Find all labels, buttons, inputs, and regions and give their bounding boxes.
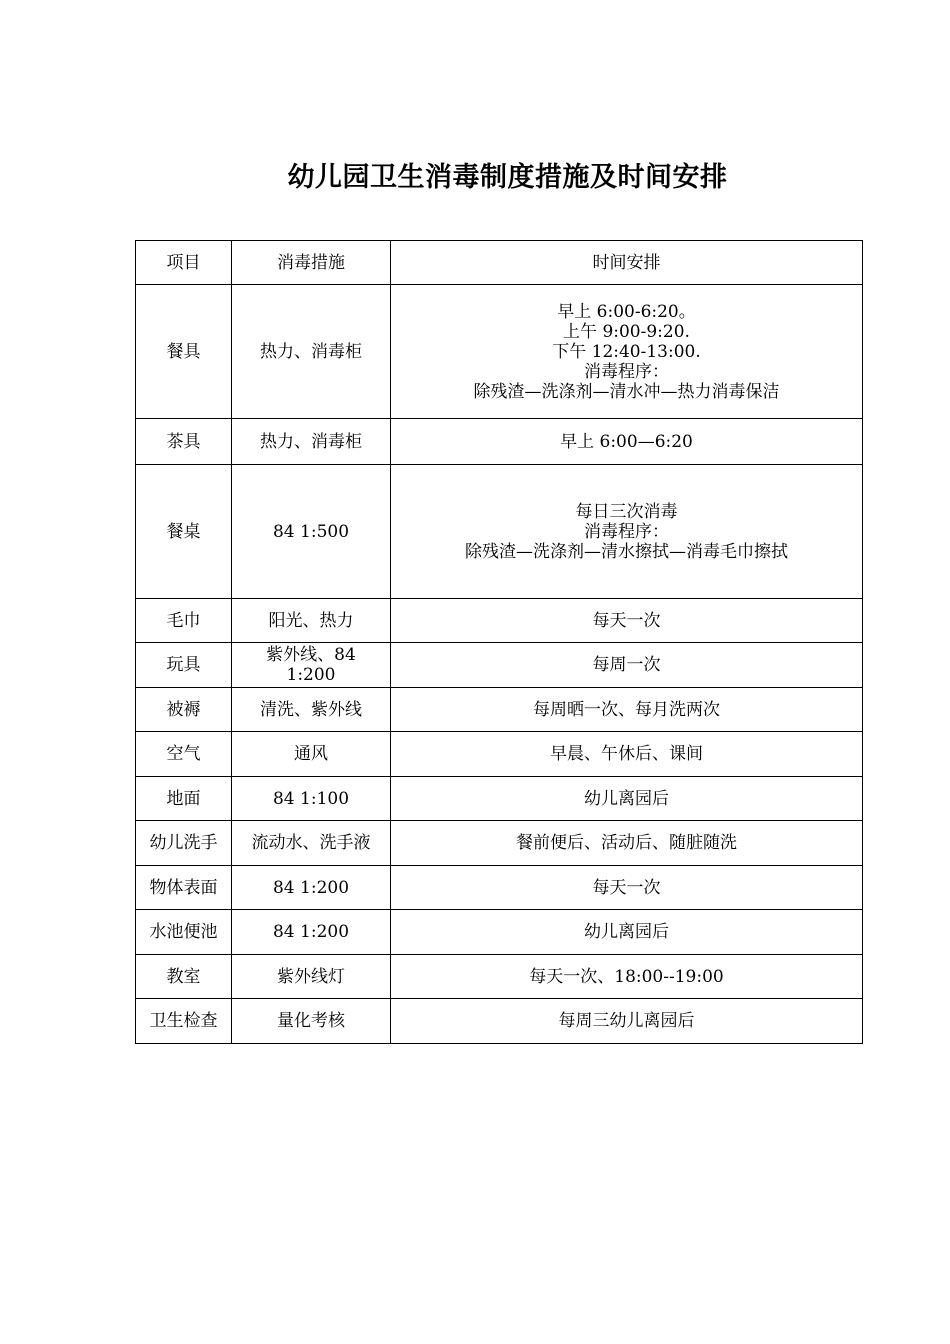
measure-line: 量化考核: [277, 1011, 345, 1031]
schedule-cell: [391, 955, 863, 999]
item-cell: 餐桌: [136, 465, 232, 599]
schedule-cell: [391, 777, 863, 821]
schedule-line: 早上 6:00-6:20。: [557, 301, 696, 322]
header-measure: 消毒措施: [232, 241, 391, 285]
measure-cell: [232, 821, 391, 866]
measure-line: 84 1:200: [272, 877, 350, 898]
schedule-line: 早晨、午休后、课间: [550, 744, 703, 764]
measure-cell: [232, 777, 391, 821]
measure-line: 1:200: [286, 665, 336, 685]
measure-cell: [232, 999, 391, 1044]
measure-cell: [232, 643, 391, 688]
schedule-line: 消毒程序：: [584, 521, 669, 542]
schedule-cell: [391, 866, 863, 910]
measure-line: 热力、消毒柜: [260, 431, 362, 452]
item-cell: 教室: [136, 955, 232, 999]
item-cell: 水池便池: [136, 910, 232, 955]
table-row: [136, 910, 863, 955]
measure-cell: [232, 688, 391, 732]
schedule-cell: [391, 599, 863, 643]
measure-line: 紫外线灯: [277, 966, 345, 987]
document-title: 幼儿园卫生消毒制度措施及时间安排: [287, 162, 728, 193]
schedule-line: 除残渣—洗涤剂—清水冲—热力消毒保洁: [473, 381, 780, 402]
item-cell: 幼儿洗手: [136, 821, 232, 866]
schedule-line: 每天一次: [592, 610, 661, 631]
measure-line: 84 1:200: [272, 922, 350, 942]
measure-cell: [232, 285, 391, 419]
item-cell: 茶具: [136, 419, 232, 465]
item-cell: 被褥: [136, 688, 232, 732]
measure-line: 阳光、热力: [268, 610, 354, 631]
table-row: [136, 821, 863, 866]
item-cell: 空气: [136, 732, 232, 777]
header-item: 项目: [136, 241, 232, 285]
table-row: [136, 465, 863, 599]
table-row: [136, 285, 863, 419]
schedule-cell: [391, 821, 863, 866]
measure-cell: [232, 910, 391, 955]
disinfection-schedule-table: [135, 240, 863, 1044]
schedule-line: 每周晒一次、每月洗两次: [533, 699, 720, 720]
schedule-cell: [391, 910, 863, 955]
item-cell: 玩具: [136, 643, 232, 688]
measure-line: 紫外线、84: [266, 645, 356, 665]
measure-line: 流动水、洗手液: [251, 833, 371, 853]
item-cell: 地面: [136, 777, 232, 821]
schedule-cell: [391, 285, 863, 419]
schedule-line: 每日三次消毒: [575, 501, 678, 522]
schedule-line: 上午 9:00-9:20.: [563, 321, 690, 342]
measure-cell: [232, 599, 391, 643]
schedule-line: 每周三幼儿离园后: [558, 1011, 695, 1031]
item-cell: 物体表面: [136, 866, 232, 910]
measure-cell: [232, 866, 391, 910]
schedule-cell: [391, 999, 863, 1044]
table-row: [136, 999, 863, 1044]
schedule-cell: [391, 419, 863, 465]
item-cell: 卫生检查: [136, 999, 232, 1044]
measure-cell: [232, 955, 391, 999]
schedule-line: 下午 12:40-13:00.: [552, 341, 701, 362]
schedule-line: 早上 6:00—6:20: [560, 431, 693, 452]
schedule-cell: [391, 465, 863, 599]
measure-line: 84 1:500: [272, 521, 350, 542]
header-schedule: 时间安排: [391, 241, 863, 285]
schedule-line: 餐前便后、活动后、随脏随洗: [516, 833, 737, 853]
schedule-line: 消毒程序：: [584, 361, 669, 382]
measure-cell: [232, 465, 391, 599]
measure-line: 通风: [294, 744, 328, 764]
schedule-line: 每天一次、18:00--19:00: [529, 966, 724, 987]
measure-line: 热力、消毒柜: [260, 341, 362, 362]
table-row: [136, 643, 863, 688]
measure-line: 清洗、紫外线: [260, 699, 362, 720]
table-row: [136, 777, 863, 821]
table-row: [136, 732, 863, 777]
schedule-line: 每周一次: [592, 655, 661, 675]
schedule-line: 每天一次: [592, 877, 661, 898]
table-row: [136, 599, 863, 643]
item-cell: 毛巾: [136, 599, 232, 643]
schedule-line: 除残渣—洗涤剂—清水擦拭—消毒毛巾擦拭: [465, 541, 788, 562]
schedule-line: 幼儿离园后: [584, 788, 669, 809]
table-row: [136, 419, 863, 465]
table-row: [136, 955, 863, 999]
measure-cell: [232, 419, 391, 465]
table-row: [136, 866, 863, 910]
measure-cell: [232, 732, 391, 777]
measure-line: 84 1:100: [272, 788, 350, 809]
schedule-cell: [391, 643, 863, 688]
schedule-line: 幼儿离园后: [584, 922, 669, 942]
table-header-row: [136, 241, 863, 285]
item-cell: 餐具: [136, 285, 232, 419]
table-row: [136, 688, 863, 732]
schedule-cell: [391, 732, 863, 777]
schedule-cell: [391, 688, 863, 732]
